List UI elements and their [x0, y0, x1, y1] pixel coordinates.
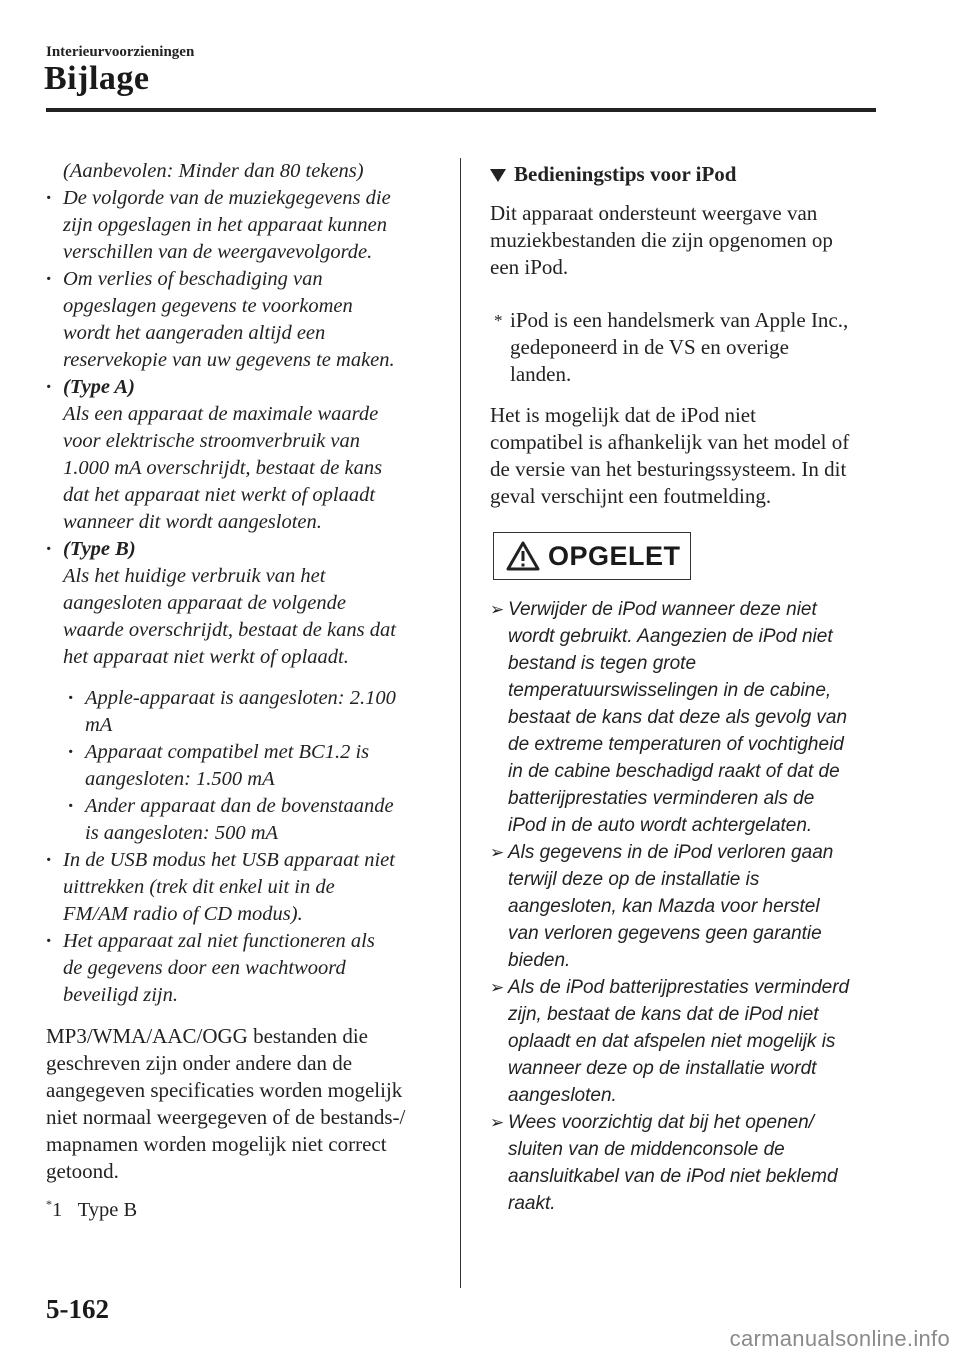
caution-label: OPGELET: [548, 540, 681, 571]
sub-list-item: · Apparaat compatibel met BC1.2 is aangesloten: 1.500 mA: [68, 739, 441, 793]
list-item: · In de USB modus het USB apparaat niet uittrekken (trek dit enkel uit in de FM/AM radio of CD modus).: [46, 847, 441, 928]
bullet-icon: [46, 928, 63, 1009]
chapter-title: Bijlage: [44, 60, 150, 97]
arrow-right-icon: ➢: [490, 978, 505, 997]
caution-box: [493, 532, 691, 580]
warning-triangle-icon: [506, 541, 540, 571]
asterisk-icon: *: [494, 311, 503, 330]
bullet-icon: [46, 185, 63, 266]
caution-item: ➢ Als gegevens in de iPod verloren gaan terwijl deze op de installatie is aangesloten, kan Mazda voor herstel van verloren gegevens geen garantie bieden.: [490, 839, 880, 974]
section-heading: Bedieningstips voor iPod: [490, 160, 880, 188]
type-b-item: · (Type B) Als het huidige verbruik van het aangesloten apparaat de volgende waarde overschrijdt, bestaat de kans dat het apparaat niet werkt of oplaadt.: [46, 536, 441, 671]
left-column: [46, 158, 441, 1224]
footnote: [46, 1191, 441, 1224]
column-divider: [460, 158, 461, 1288]
right-column: [490, 158, 880, 1217]
bullet-icon: [68, 739, 85, 793]
bullet-icon: [68, 793, 85, 847]
triangle-down-icon: [490, 169, 506, 182]
file-format-paragraph: MP3/WMA/AAC/OGG bestanden die geschreven zijn onder andere dan de aangegeven specificaties worden mogelijk niet normaal weergegeven of de bestands-/ mapnamen worden mogelijk niet correct getoond.: [46, 1024, 406, 1183]
sub-list-item: · Apple-apparaat is aangesloten: 2.100 mA: [68, 685, 441, 739]
caution-list: [490, 596, 880, 1217]
arrow-right-icon: ➢: [490, 1113, 505, 1132]
arrow-right-icon: ➢: [490, 843, 505, 862]
bullet-icon: [46, 847, 63, 928]
header-rule: [46, 108, 876, 112]
intro-paragraph: Dit apparaat ondersteunt weergave van muziekbestanden die zijn opgenomen op een iPod.: [490, 201, 833, 279]
caution-item: ➢ Verwijder de iPod wanneer deze niet wordt gebruikt. Aangezien de iPod niet bestand is tegen grote temperatuurswisselingen in de cabine, bestaat de kans dat deze als gevolg van de extreme temperaturen of vochtigheid in de cabine beschadigd raakt of dat de batterijprestaties verminderen als de iPod in de auto wordt achtergelaten.: [490, 596, 880, 839]
watermark[interactable]: carmanualsonline.info: [729, 1326, 950, 1351]
intro-line: (Aanbevolen: Minder dan 80 tekens): [63, 160, 364, 182]
type-b-label: (Type B): [63, 538, 136, 560]
bullet-icon: [46, 536, 63, 671]
type-a-label: (Type A): [63, 376, 135, 398]
caution-item: ➢ Als de iPod batterijprestaties verminderd zijn, bestaat de kans dat de iPod niet oplaadt en dat afspelen niet mogelijk is wanneer deze op de installatie wordt aangesloten.: [490, 974, 880, 1109]
caution-item: ➢ Wees voorzichtig dat bij het openen/ sluiten van de middenconsole de aansluitkabel van de iPod niet beklemd raakt.: [490, 1109, 880, 1217]
type-a-item: · (Type A) Als een apparaat de maximale waarde voor elektrische stroomverbruik van 1.000 mA overschrijdt, bestaat de kans dat het apparaat niet werkt of oplaadt wanneer dit wordt aangesloten.: [46, 374, 441, 536]
section-label: Interieurvoorzieningen: [46, 44, 195, 60]
arrow-right-icon: ➢: [490, 600, 505, 619]
bullet-icon: [46, 266, 63, 374]
page-number: 5-162: [46, 1294, 109, 1324]
bullet-icon: [46, 374, 63, 536]
sub-list-item: · Ander apparaat dan de bovenstaande is aangesloten: 500 mA: [68, 793, 441, 847]
footnote-text: Type B: [77, 1199, 138, 1221]
list-item: · Het apparaat zal niet functioneren als de gegevens door een wachtwoord beveiligd zijn.: [46, 928, 441, 1009]
compatibility-paragraph: Het is mogelijk dat de iPod niet compatibel is afhankelijk van het model of de versie van het besturingssysteem. In dit geval verschijnt een foutmelding.: [490, 403, 850, 508]
footnote-number: 1: [52, 1199, 63, 1221]
list-item: · De volgorde van de muziekgegevens die zijn opgeslagen in het apparaat kunnen verschillen van de weergavevolgorde.: [46, 185, 441, 266]
bullet-icon: [68, 685, 85, 739]
list-item: · Om verlies of beschadiging van opgeslagen gegevens te voorkomen wordt het aangeraden altijd een reservekopie van uw gegevens te maken.: [46, 266, 441, 374]
trademark-note: * iPod is een handelsmerk van Apple Inc., gedeponeerd in de VS en overige landen.: [494, 308, 849, 386]
footnote-mark: *: [46, 1197, 52, 1211]
